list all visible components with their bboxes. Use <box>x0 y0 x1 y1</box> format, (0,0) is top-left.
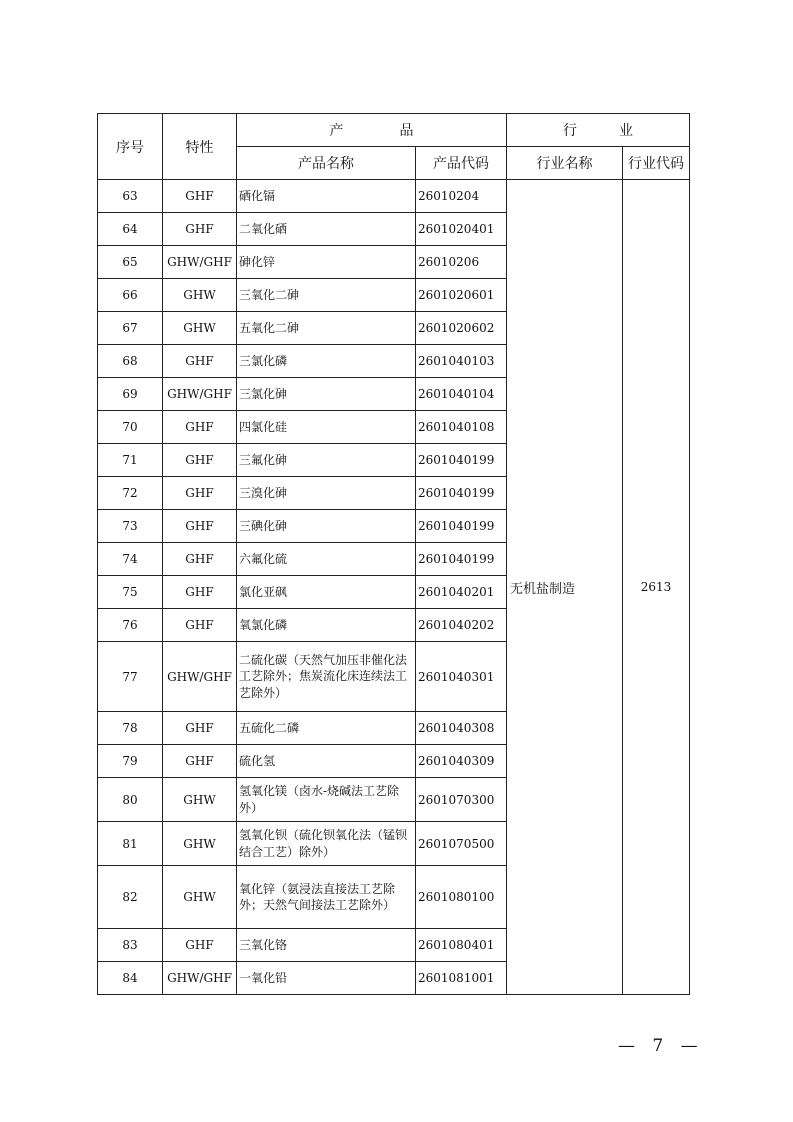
row-product-name: 氧化锌（氨浸法直接法工艺除外；天然气间接法工艺除外） <box>237 866 416 929</box>
row-seq: 71 <box>98 444 163 477</box>
row-product-code: 2601040308 <box>416 712 507 745</box>
row-seq: 78 <box>98 712 163 745</box>
row-seq: 69 <box>98 378 163 411</box>
row-property: GHW <box>163 279 237 312</box>
row-product-name: 氯化亚砜 <box>237 576 416 609</box>
header-product-name: 产品名称 <box>237 147 416 180</box>
row-product-name: 六氟化硫 <box>237 543 416 576</box>
row-seq: 63 <box>98 180 163 213</box>
row-property: GHF <box>163 444 237 477</box>
row-product-name: 硒化镉 <box>237 180 416 213</box>
row-product-code: 2601040301 <box>416 642 507 712</box>
industry-code: 2613 <box>623 180 690 995</box>
row-product-code: 2601040202 <box>416 609 507 642</box>
row-product-code: 26010204 <box>416 180 507 213</box>
row-product-code: 2601040108 <box>416 411 507 444</box>
product-table <box>97 113 690 995</box>
row-property: GHW <box>163 822 237 866</box>
row-product-name: 三氧化铬 <box>237 929 416 962</box>
row-property: GHW/GHF <box>163 642 237 712</box>
row-product-name: 砷化锌 <box>237 246 416 279</box>
industry-name: 无机盐制造 <box>507 180 623 995</box>
row-seq: 81 <box>98 822 163 866</box>
row-product-code: 2601020601 <box>416 279 507 312</box>
row-seq: 65 <box>98 246 163 279</box>
table-row <box>98 180 690 213</box>
row-seq: 70 <box>98 411 163 444</box>
header-industry-group: 行 业 <box>507 114 690 147</box>
row-property: GHW/GHF <box>163 378 237 411</box>
row-property: GHF <box>163 411 237 444</box>
header-product-code: 产品代码 <box>416 147 507 180</box>
row-seq: 73 <box>98 510 163 543</box>
row-product-code: 2601080100 <box>416 866 507 929</box>
page-number: — 7 — <box>618 1036 704 1056</box>
row-seq: 82 <box>98 866 163 929</box>
header-industry-code: 行业代码 <box>623 147 690 180</box>
row-seq: 77 <box>98 642 163 712</box>
row-product-code: 2601040199 <box>416 543 507 576</box>
row-product-name: 三碘化砷 <box>237 510 416 543</box>
row-product-name: 四氯化硅 <box>237 411 416 444</box>
row-seq: 80 <box>98 778 163 822</box>
row-property: GHF <box>163 745 237 778</box>
row-product-name: 氢氧化钡（硫化钡氧化法（锰钡结合工艺）除外） <box>237 822 416 866</box>
row-property: GHF <box>163 510 237 543</box>
row-product-code: 2601080401 <box>416 929 507 962</box>
row-property: GHW/GHF <box>163 246 237 279</box>
row-seq: 67 <box>98 312 163 345</box>
row-product-name: 硫化氢 <box>237 745 416 778</box>
row-product-name: 三氧化二砷 <box>237 279 416 312</box>
row-property: GHW <box>163 778 237 822</box>
row-property: GHW <box>163 866 237 929</box>
row-product-code: 2601070500 <box>416 822 507 866</box>
row-seq: 68 <box>98 345 163 378</box>
row-seq: 79 <box>98 745 163 778</box>
row-product-name: 氧氯化磷 <box>237 609 416 642</box>
row-seq: 64 <box>98 213 163 246</box>
row-property: GHF <box>163 543 237 576</box>
row-seq: 72 <box>98 477 163 510</box>
row-product-name: 五硫化二磷 <box>237 712 416 745</box>
row-product-name: 一氧化铅 <box>237 962 416 995</box>
row-seq: 76 <box>98 609 163 642</box>
header-seq: 序号 <box>98 114 163 180</box>
row-property: GHF <box>163 345 237 378</box>
row-property: GHF <box>163 609 237 642</box>
row-property: GHF <box>163 213 237 246</box>
header-product-group: 产 品 <box>237 114 507 147</box>
row-property: GHW/GHF <box>163 962 237 995</box>
row-property: GHF <box>163 712 237 745</box>
row-product-code: 2601040103 <box>416 345 507 378</box>
row-seq: 84 <box>98 962 163 995</box>
row-property: GHF <box>163 929 237 962</box>
row-product-name: 三氯化磷 <box>237 345 416 378</box>
row-product-name: 三溴化砷 <box>237 477 416 510</box>
header-row-1 <box>98 114 690 147</box>
table-body <box>98 180 690 995</box>
row-product-name: 五氧化二砷 <box>237 312 416 345</box>
row-seq: 74 <box>98 543 163 576</box>
row-product-code: 2601040309 <box>416 745 507 778</box>
row-property: GHW <box>163 312 237 345</box>
header-property: 特性 <box>163 114 237 180</box>
row-product-name: 三氟化砷 <box>237 444 416 477</box>
row-seq: 83 <box>98 929 163 962</box>
row-product-code: 2601040199 <box>416 477 507 510</box>
row-product-code: 2601020602 <box>416 312 507 345</box>
row-product-code: 2601020401 <box>416 213 507 246</box>
row-property: GHF <box>163 180 237 213</box>
row-property: GHF <box>163 477 237 510</box>
row-product-name: 二硫化碳（天然气加压非催化法工艺除外；焦炭流化床连续法工艺除外） <box>237 642 416 712</box>
row-product-code: 2601040199 <box>416 510 507 543</box>
row-product-name: 二氧化硒 <box>237 213 416 246</box>
row-product-code: 2601040201 <box>416 576 507 609</box>
row-product-code: 2601070300 <box>416 778 507 822</box>
row-product-code: 2601040104 <box>416 378 507 411</box>
row-product-code: 2601040199 <box>416 444 507 477</box>
row-product-code: 26010206 <box>416 246 507 279</box>
row-product-name: 三氯化砷 <box>237 378 416 411</box>
row-seq: 75 <box>98 576 163 609</box>
row-seq: 66 <box>98 279 163 312</box>
row-product-name: 氢氧化镁（卤水-烧碱法工艺除外） <box>237 778 416 822</box>
row-product-code: 2601081001 <box>416 962 507 995</box>
header-industry-name: 行业名称 <box>507 147 623 180</box>
row-property: GHF <box>163 576 237 609</box>
